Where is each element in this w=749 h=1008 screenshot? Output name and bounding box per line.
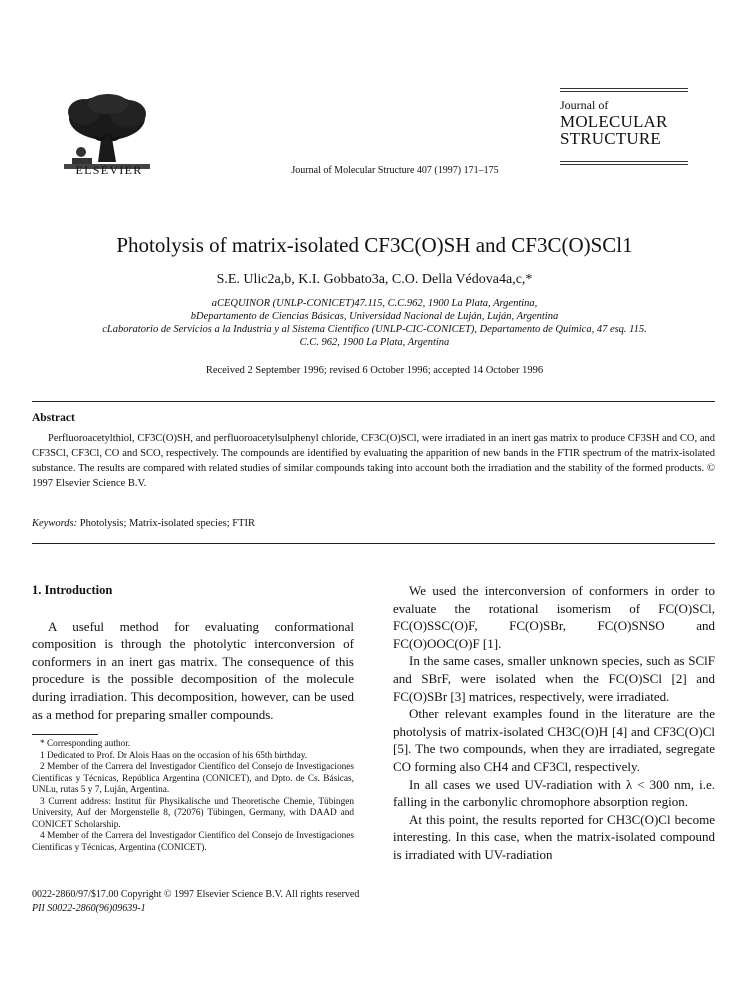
affiliation-c: cLaboratorio de Servicios a la Industria y al Sistema Científico (UNLP-CIC-CONICET), Departamento de Química, 47 esq. 115. <box>102 324 647 335</box>
publisher-name: ELSEVIER <box>75 163 143 177</box>
divider <box>32 401 715 402</box>
journal-masthead <box>560 88 688 167</box>
affiliation-a: aCEQUINOR (UNLP-CONICET)47.115, C.C.962, 1900 La Plata, Argentina, <box>211 298 538 309</box>
right-column <box>393 582 715 864</box>
article-title <box>0 233 749 258</box>
keywords-text: Photolysis; Matrix-isolated species; FTIR <box>79 518 256 529</box>
footnotes <box>32 739 354 854</box>
author-list: S.E. Ulic2a,b, K.I. Gobbato3a, C.O. Della Védova4a,c,* <box>216 272 533 287</box>
footnote: 2 Member of the Carrera del Investigador Científico del Consejo de Investigaciones Científicas y Técnicas, República Argentina (CONICET), and Dpto. de Cs. Básicas, UNLu, rutas 5 y 7, Luján, Argentina. <box>32 762 354 795</box>
keywords <box>32 518 715 529</box>
copyright-block <box>32 888 359 916</box>
affiliation-b: bDepartamento de Ciencias Básicas, Universidad Nacional de Luján, Luján, Argentina <box>190 311 559 322</box>
affiliation-c-cont: C.C. 962, 1900 La Plata, Argentina <box>299 337 450 348</box>
journal-name-line-1: MOLECULAR <box>560 112 668 131</box>
abstract-text: Perfluoroacetylthiol, CF3C(O)SH, and perfluoroacetylsulphenyl chloride, CF3C(O)SCl, were irradiated in an inert gas matrix to produce CF3SH and CO, and CF3SCl, CF3Cl, CO and SCO, respectively. The compounds are identified by evaluating the apparition of new bands in the FTIR spectrum of the matrix-isolated substance. The results are compared with related studies of similar compounds taking into account both the irradiation and the stability of the formed products. © 1997 Elsevier Science B.V. <box>32 433 715 489</box>
footnote: 3 Current address: Institut für Physikalische und Theoretische Chemie, Tübingen University, Auf der Morgenstelle 8, (72076) Tübingen, Germany, with DAAD and CONICET Scholarship. <box>32 796 354 830</box>
body-paragraph: Other relevant examples found in the literature are the photolysis of matrix-isolated CH3C(O)H [4] and CF3C(O)Cl [5]. The two compounds, when they are irradiated, segregate CO forming also CH4 and CF3Cl, respectively. <box>393 706 715 774</box>
masthead-rule <box>560 88 688 89</box>
body-paragraph: In the same cases, smaller unknown species, such as SClF and SBrF, were isolated when the FC(O)SCl [2] and FC(O)SBr [3] matrices, respectively, were irradiated. <box>393 653 715 704</box>
journal-of-label: Journal of <box>560 98 609 112</box>
affiliations <box>40 297 709 349</box>
footnote-rule <box>32 734 98 735</box>
body-paragraph: We used the interconversion of conformers in order to evaluate the rotational isomerism of FC(O)SCl, FC(O)SSC(O)F, FC(O)SBr, FC(O)SNSO and FC(O)OOC(O)F [1]. <box>393 583 715 651</box>
received-dates: Received 2 September 1996; revised 6 October 1996; accepted 14 October 1996 <box>205 365 544 376</box>
masthead-rule <box>560 164 688 165</box>
journal-name-line-2: STRUCTURE <box>560 129 661 148</box>
divider <box>32 543 715 544</box>
journal-citation: Journal of Molecular Structure 407 (1997) 171–175 <box>291 165 499 176</box>
intro-paragraph: A useful method for evaluating conformational composition is through the photolytic interconversion of conformers in an inert gas matrix. The consequence of this procedure is the possible decomposition of the molecule during irradiation. This decomposition, however, can be used as a method for preparing smaller compounds. <box>32 618 354 722</box>
pii-line: PII S0022-2860(96)09639-1 <box>32 903 146 914</box>
body-paragraph: In all cases we used UV-radiation with λ < 300 nm, i.e. falling in the carbonylic chromophore absorption region. <box>393 776 715 810</box>
footnote: 4 Member of the Carrera del Investigador Científico del Consejo de Investigaciones Científicas y Técnicas, Argentina (CONICET). <box>32 831 354 853</box>
footnote: 1 Dedicated to Prof. Dr Alois Haas on the occasion of his 65th birthday. <box>40 750 308 761</box>
tree-logo-icon <box>64 92 150 172</box>
body-paragraph: At this point, the results reported for CH3C(O)Cl become interesting. In this case, when the matrix-isolated compound is irradiated with UV-radiation <box>393 811 715 862</box>
abstract-heading: Abstract <box>32 412 75 424</box>
article-title-text: Photolysis of matrix-isolated CF3C(O)SH and CF3C(O)SCl1 <box>116 233 633 257</box>
masthead-rule <box>560 161 688 162</box>
section-heading: 1. Introduction <box>32 583 113 597</box>
masthead-rule <box>560 91 688 92</box>
left-column <box>32 582 354 723</box>
copyright-line: 0022-2860/97/$17.00 Copyright © 1997 Elsevier Science B.V. All rights reserved <box>32 889 360 900</box>
elsevier-tree-logo <box>64 92 150 172</box>
footnote: * Corresponding author. <box>40 739 131 749</box>
keywords-label: Keywords: <box>32 518 78 529</box>
